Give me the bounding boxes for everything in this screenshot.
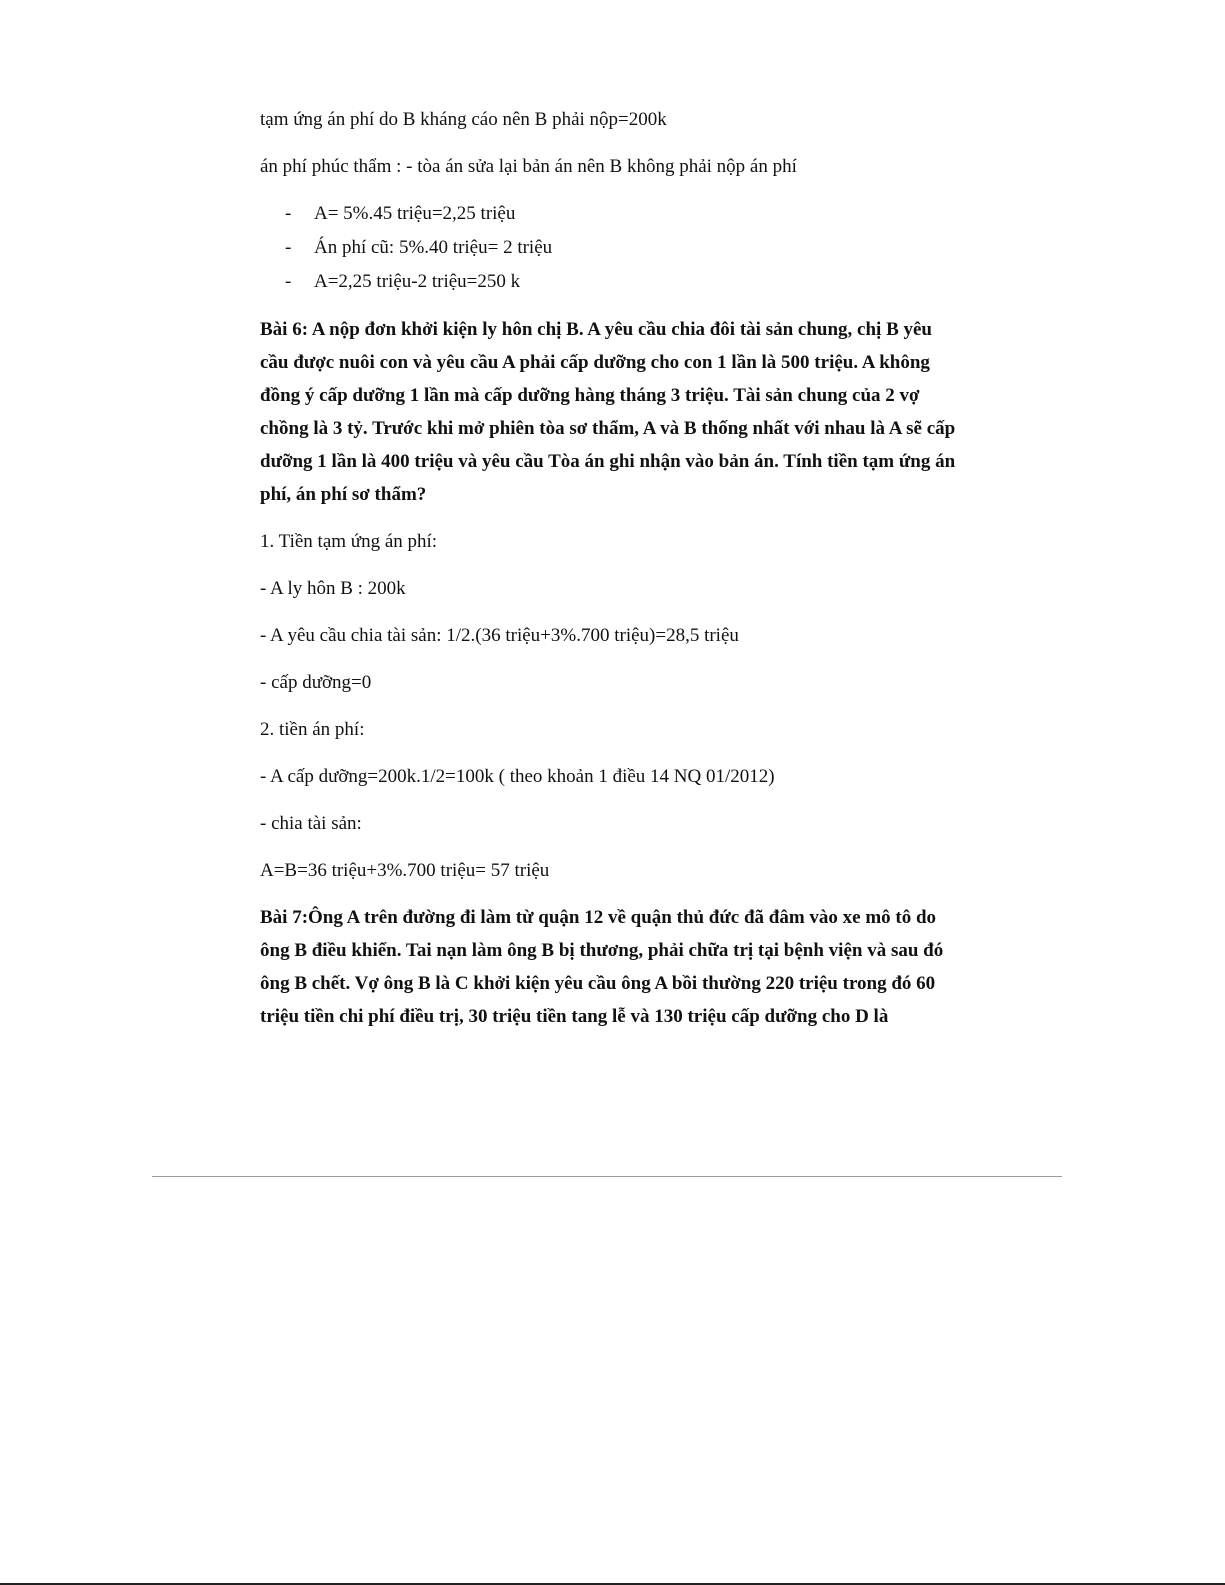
document-body [260,103,960,1047]
list-item [260,265,960,299]
bai-6-question: Bài 6: A nộp đơn khởi kiện ly hôn chị B. A yêu cầu chia đôi tài sản chung, chị B yêu cầu được nuôi con và yêu cầu A phải cấp dưỡng cho con 1 lần là 500 triệu. A không đồng ý cấp dưỡng 1 lần mà cấp dưỡng hàng tháng 3 triệu. Tài sản chung của 2 vợ chồng là 3 tỷ. Trước khi mở phiên tòa sơ thẩm, A và B thống nhất với nhau là A sẽ cấp dưỡng 1 lần là 400 triệu và yêu cầu Tòa án ghi nhận vào bản án. Tính tiền tạm ứng án phí, án phí sơ thẩm? [260,319,956,505]
answer-line: 1. Tiền tạm ứng án phí: [260,531,438,552]
bullet-dash: - [285,203,292,224]
paragraph-an-phi-phuc-tham: án phí phúc thẩm : - tòa án sửa lại bản án nên B không phải nộp án phí [260,156,797,177]
bullet-dash: - [285,271,292,292]
answer-line: - cấp dưỡng=0 [260,672,372,693]
page-divider [152,1176,1062,1177]
bullet-dash: - [285,237,292,258]
calculation-list [260,197,960,299]
list-item-text: A=2,25 triệu-2 triệu=250 k [314,271,521,292]
answer-line: - A yêu cầu chia tài sản: 1/2.(36 triệu+3%.700 triệu)=28,5 triệu [260,625,739,646]
bai-7-question: Bài 7:Ông A trên đường đi làm từ quận 12 về quận thủ đức đã đâm vào xe mô tô do ông B điều khiển. Tai nạn làm ông B bị thương, phải chữa trị tại bệnh viện và sau đó ông B chết. Vợ ông B là C khởi kiện yêu cầu ông A bồi thường 220 triệu trong đó 60 triệu tiền chi phí điều trị, 30 triệu tiền tang lễ và 130 triệu cấp dưỡng cho D là [260,907,944,1027]
answer-line: - chia tài sản: [260,813,362,834]
list-item-text: Án phí cũ: 5%.40 triệu= 2 triệu [314,237,553,258]
list-item [260,197,960,231]
answer-line: - A cấp dưỡng=200k.1/2=100k ( theo khoản 1 điều 14 NQ 01/2012) [260,766,775,787]
list-item-text: A= 5%.45 triệu=2,25 triệu [314,203,516,224]
paragraph-tam-ung: tạm ứng án phí do B kháng cáo nên B phải nộp=200k [260,109,667,130]
list-item [260,231,960,265]
answer-line: A=B=36 triệu+3%.700 triệu= 57 triệu [260,860,550,881]
answer-line: 2. tiền án phí: [260,719,365,740]
answer-line: - A ly hôn B : 200k [260,578,406,599]
